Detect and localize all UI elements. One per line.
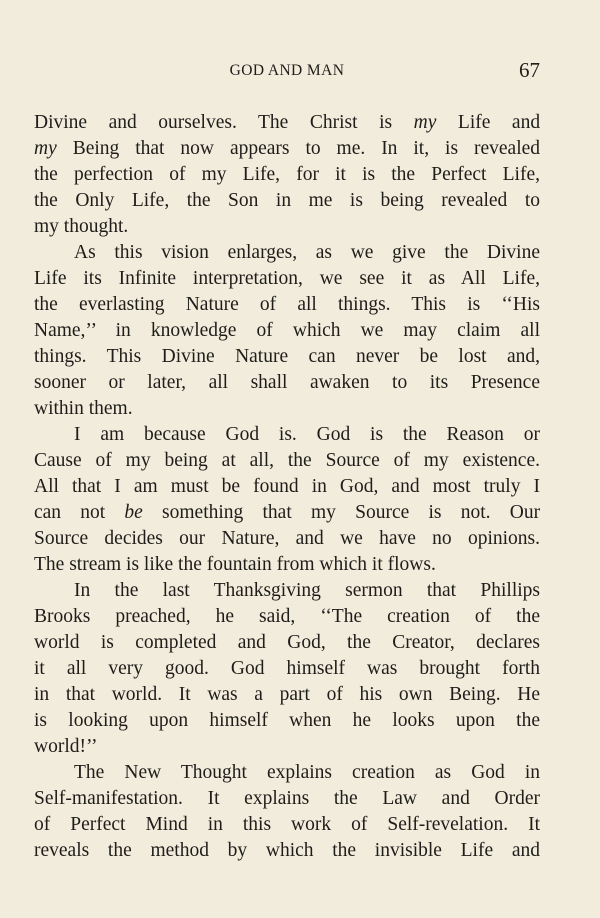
text-line: can not be something that my Source is not. Our: [34, 502, 541, 523]
text-line: world!’’: [34, 736, 98, 757]
text-line: is looking upon himself when he looks upon the: [34, 710, 540, 731]
body-text: [34, 110, 540, 864]
text-line: Life its Infinite interpretation, we see it as All Life,: [34, 268, 540, 289]
text-line: world is completed and God, the Creator, declares: [34, 632, 540, 653]
text-line: The New Thought explains creation as God in: [74, 762, 540, 783]
text-line: reveals the method by which the invisible Life and: [34, 840, 540, 861]
text-line: Self-manifestation. It explains the Law and Order: [34, 788, 540, 809]
text-line: Divine and ourselves. The Christ is my Life and: [34, 112, 541, 133]
text-line: Name,’’ in knowledge of which we may claim all: [34, 320, 540, 341]
text-line: the everlasting Nature of all things. This is ‘‘His: [34, 294, 540, 315]
text-line: in that world. It was a part of his own Being. He: [34, 684, 540, 705]
text-line: All that I am must be found in God, and most truly I: [34, 476, 540, 497]
text-line: The stream is like the fountain from which it flows.: [34, 554, 436, 575]
text-line: Brooks preached, he said, ‘‘The creation of the: [34, 606, 540, 627]
text-line: Source decides our Nature, and we have no opinions.: [34, 528, 540, 549]
text-line: I am because God is. God is the Reason or: [74, 424, 540, 445]
text-line: Cause of my being at all, the Source of my existence.: [34, 450, 540, 471]
text-line: As this vision enlarges, as we give the Divine: [74, 242, 540, 263]
text-line: sooner or later, all shall awaken to its Presence: [34, 372, 540, 393]
text-line: the perfection of my Life, for it is the Perfect Life,: [34, 164, 540, 185]
text-line: of Perfect Mind in this work of Self-revelation. It: [34, 814, 540, 835]
text-line: things. This Divine Nature can never be lost and,: [34, 346, 540, 367]
text-line: the Only Life, the Son in me is being revealed to: [34, 190, 540, 211]
text-line: it all very good. God himself was brought forth: [34, 658, 540, 679]
page-header: [34, 58, 540, 84]
text-line: my Being that now appears to me. In it, is revealed: [34, 138, 541, 159]
text-line: my thought.: [34, 216, 129, 237]
text-line: within them.: [34, 398, 133, 419]
text-line: In the last Thanksgiving sermon that Phillips: [74, 580, 540, 601]
page-number: 67: [519, 58, 540, 82]
running-head: GOD AND MAN: [229, 62, 345, 79]
